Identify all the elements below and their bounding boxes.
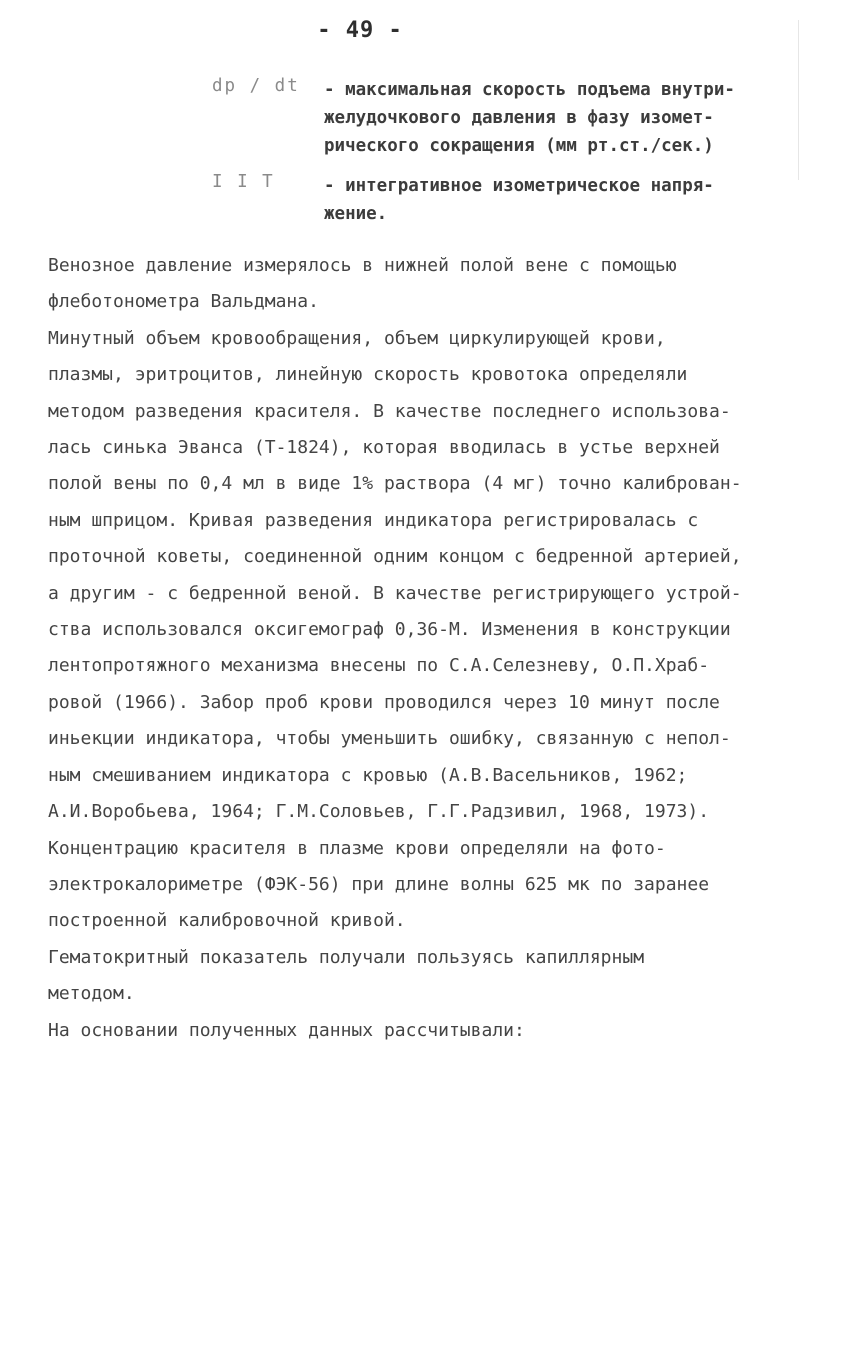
definition-description: - интегративное изометрическое напря- жение. [324, 176, 714, 224]
paragraph-venous-pressure: Венозное давление измерялось в нижней полой вене с помощью флеботонометра Вальдмана. [48, 255, 677, 313]
definition-description: - максимальная скорость подъема внутри- желудочкового давления в фазу изомет- рического сокращения (мм рт.ст./сек.) [324, 80, 735, 156]
scan-edge-line [798, 20, 799, 180]
body-text [48, 248, 798, 1049]
definition-term: I I T [212, 172, 275, 192]
paragraph-dye-dilution-method: Минутный объем кровообращения, объем циркулирующей крови, плазмы, эритроцитов, линейную скорость кровотока определяли методом разведения красителя. В качестве последнего использова- лась синька Эванса (Т-1824), которая вводилась в устье верхней полой вены по 0,4 мл в виде 1% раствора (4 мг) точно калиброван- ным шприцом. Кривая разведения индикатора регистрировалась с проточной коветы, соединенной одним концом с бедренной артерией, а другим - с бедренной веной. В качестве регистрирующего устрой- ства использовался оксигемограф 0,36-М. Изменения в конструкции лентопротяжного механизма внесены по С.А.Селезневу, О.П.Храб- ровой (1966). Забор проб крови проводился через 10 минут после иньекции индикатора, чтобы уменьшить ошибку, связанную с непол- ным смешиванием индикатора с кровью (А.В.Васельников, 1962; А.И.Воробьева, 1964; Г.М.Соловьев, Г.Г.Радзивил, 1968, 1973). [48, 327, 742, 823]
page-number: - 49 - [317, 18, 403, 43]
paragraph-hematocrit: Гематокритный показатель получали пользуясь капиллярным методом. [48, 946, 645, 1005]
paragraph-dye-concentration: Концентрацию красителя в плазме крови определяли на фото- электрокалориметре (ФЭК-56) при длине волны 625 мк по заранее построенной калибровочной кривой. [48, 837, 710, 932]
definition-term: dp / dt [212, 76, 300, 96]
paragraph-calculations-intro: На основании полученных данных рассчитывали: [48, 1019, 525, 1041]
